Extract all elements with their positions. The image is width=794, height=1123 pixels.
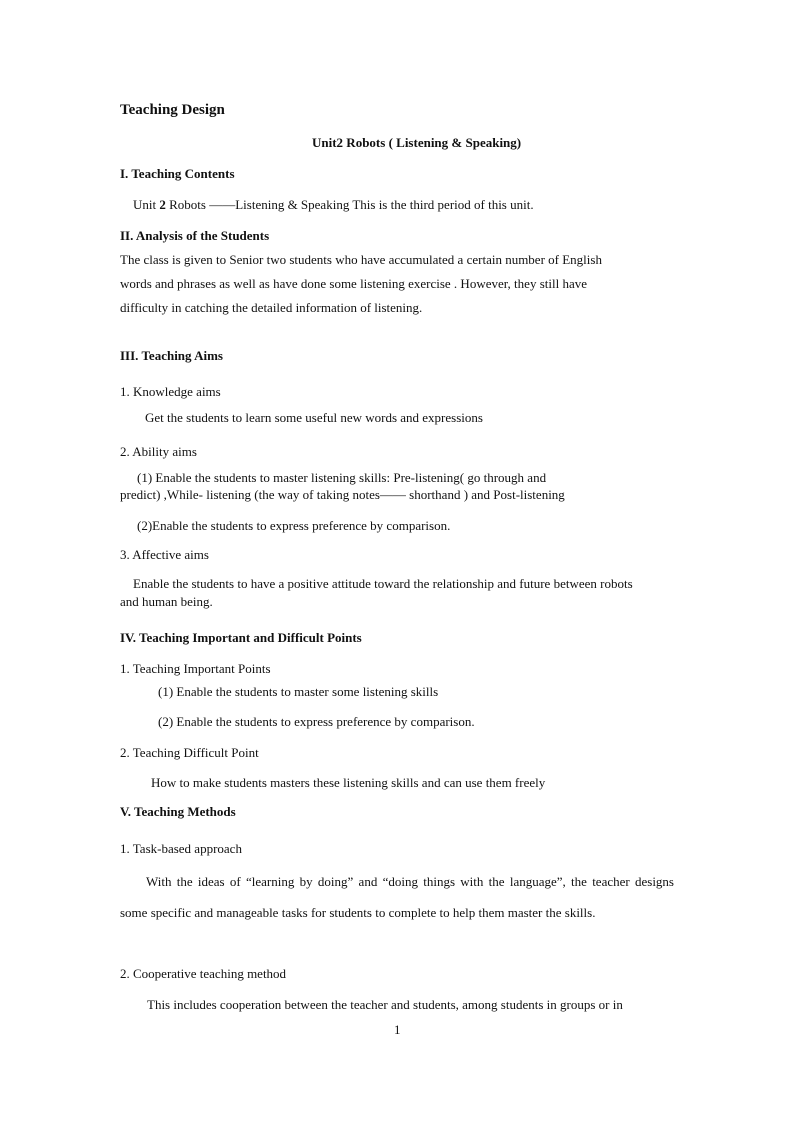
aim-3-line: Enable the students to have a positive attitude toward the relationship and future between robots — [133, 576, 633, 591]
section-5-heading: V. Teaching Methods — [120, 804, 236, 819]
method-2-label: 2. Cooperative teaching method — [120, 966, 287, 981]
section-3-heading: III. Teaching Aims — [120, 348, 223, 363]
method-1-label: 1. Task-based approach — [120, 841, 242, 856]
aim-2-label: 2. Ability aims — [120, 444, 197, 459]
section-1-content — [133, 197, 534, 213]
aim-3-line: and human being. — [120, 594, 213, 609]
content-rest: Robots ——Listening & Speaking This is the third period of this unit. — [169, 197, 534, 212]
aim-1-text: Get the students to learn some useful new words and expressions — [145, 410, 483, 425]
unit-title: Unit2 Robots ( Listening & Speaking) — [312, 135, 522, 150]
aim-3-label: 3. Affective aims — [120, 547, 209, 562]
section-2-line: The class is given to Senior two students who have accumulated a certain number of English — [120, 252, 602, 267]
content-prefix: Unit — [133, 197, 160, 212]
point-2-text: How to make students masters these listening skills and can use them freely — [151, 775, 546, 790]
point-1-sub: (1) Enable the students to master some listening skills — [158, 684, 439, 699]
section-2-line: words and phrases as well as have done some listening exercise . However, they still have — [120, 276, 587, 291]
doc-title: Teaching Design — [120, 102, 225, 118]
method-1-text: With the ideas of “learning by doing” and “doing things with the language”, the teacher designs some specific and manageable tasks for students to complete to help them master the skills. — [120, 874, 674, 920]
method-2-text: This includes cooperation between the teacher and students, among students in groups or in — [147, 997, 623, 1012]
point-1-label: 1. Teaching Important Points — [120, 661, 271, 676]
aim-2-line: (2)Enable the students to express preference by comparison. — [137, 518, 451, 533]
section-4-heading: IV. Teaching Important and Difficult Points — [120, 630, 362, 645]
aim-1-label: 1. Knowledge aims — [120, 384, 221, 399]
section-2-line: difficulty in catching the detailed information of listening. — [120, 300, 423, 315]
aim-2-line: (1) Enable the students to master listening skills: Pre-listening( go through and — [137, 470, 547, 485]
point-2-label: 2. Teaching Difficult Point — [120, 745, 259, 760]
content-unit-number: 2 — [159, 197, 166, 212]
page-number: 1 — [394, 1022, 401, 1037]
section-2-heading: II. Analysis of the Students — [120, 228, 270, 243]
section-1-heading: I. Teaching Contents — [120, 166, 235, 181]
aim-2-line: predict) ,While- listening (the way of taking notes—— shorthand ) and Post-listening — [120, 487, 565, 502]
point-1-sub: (2) Enable the students to express preference by comparison. — [158, 714, 475, 729]
